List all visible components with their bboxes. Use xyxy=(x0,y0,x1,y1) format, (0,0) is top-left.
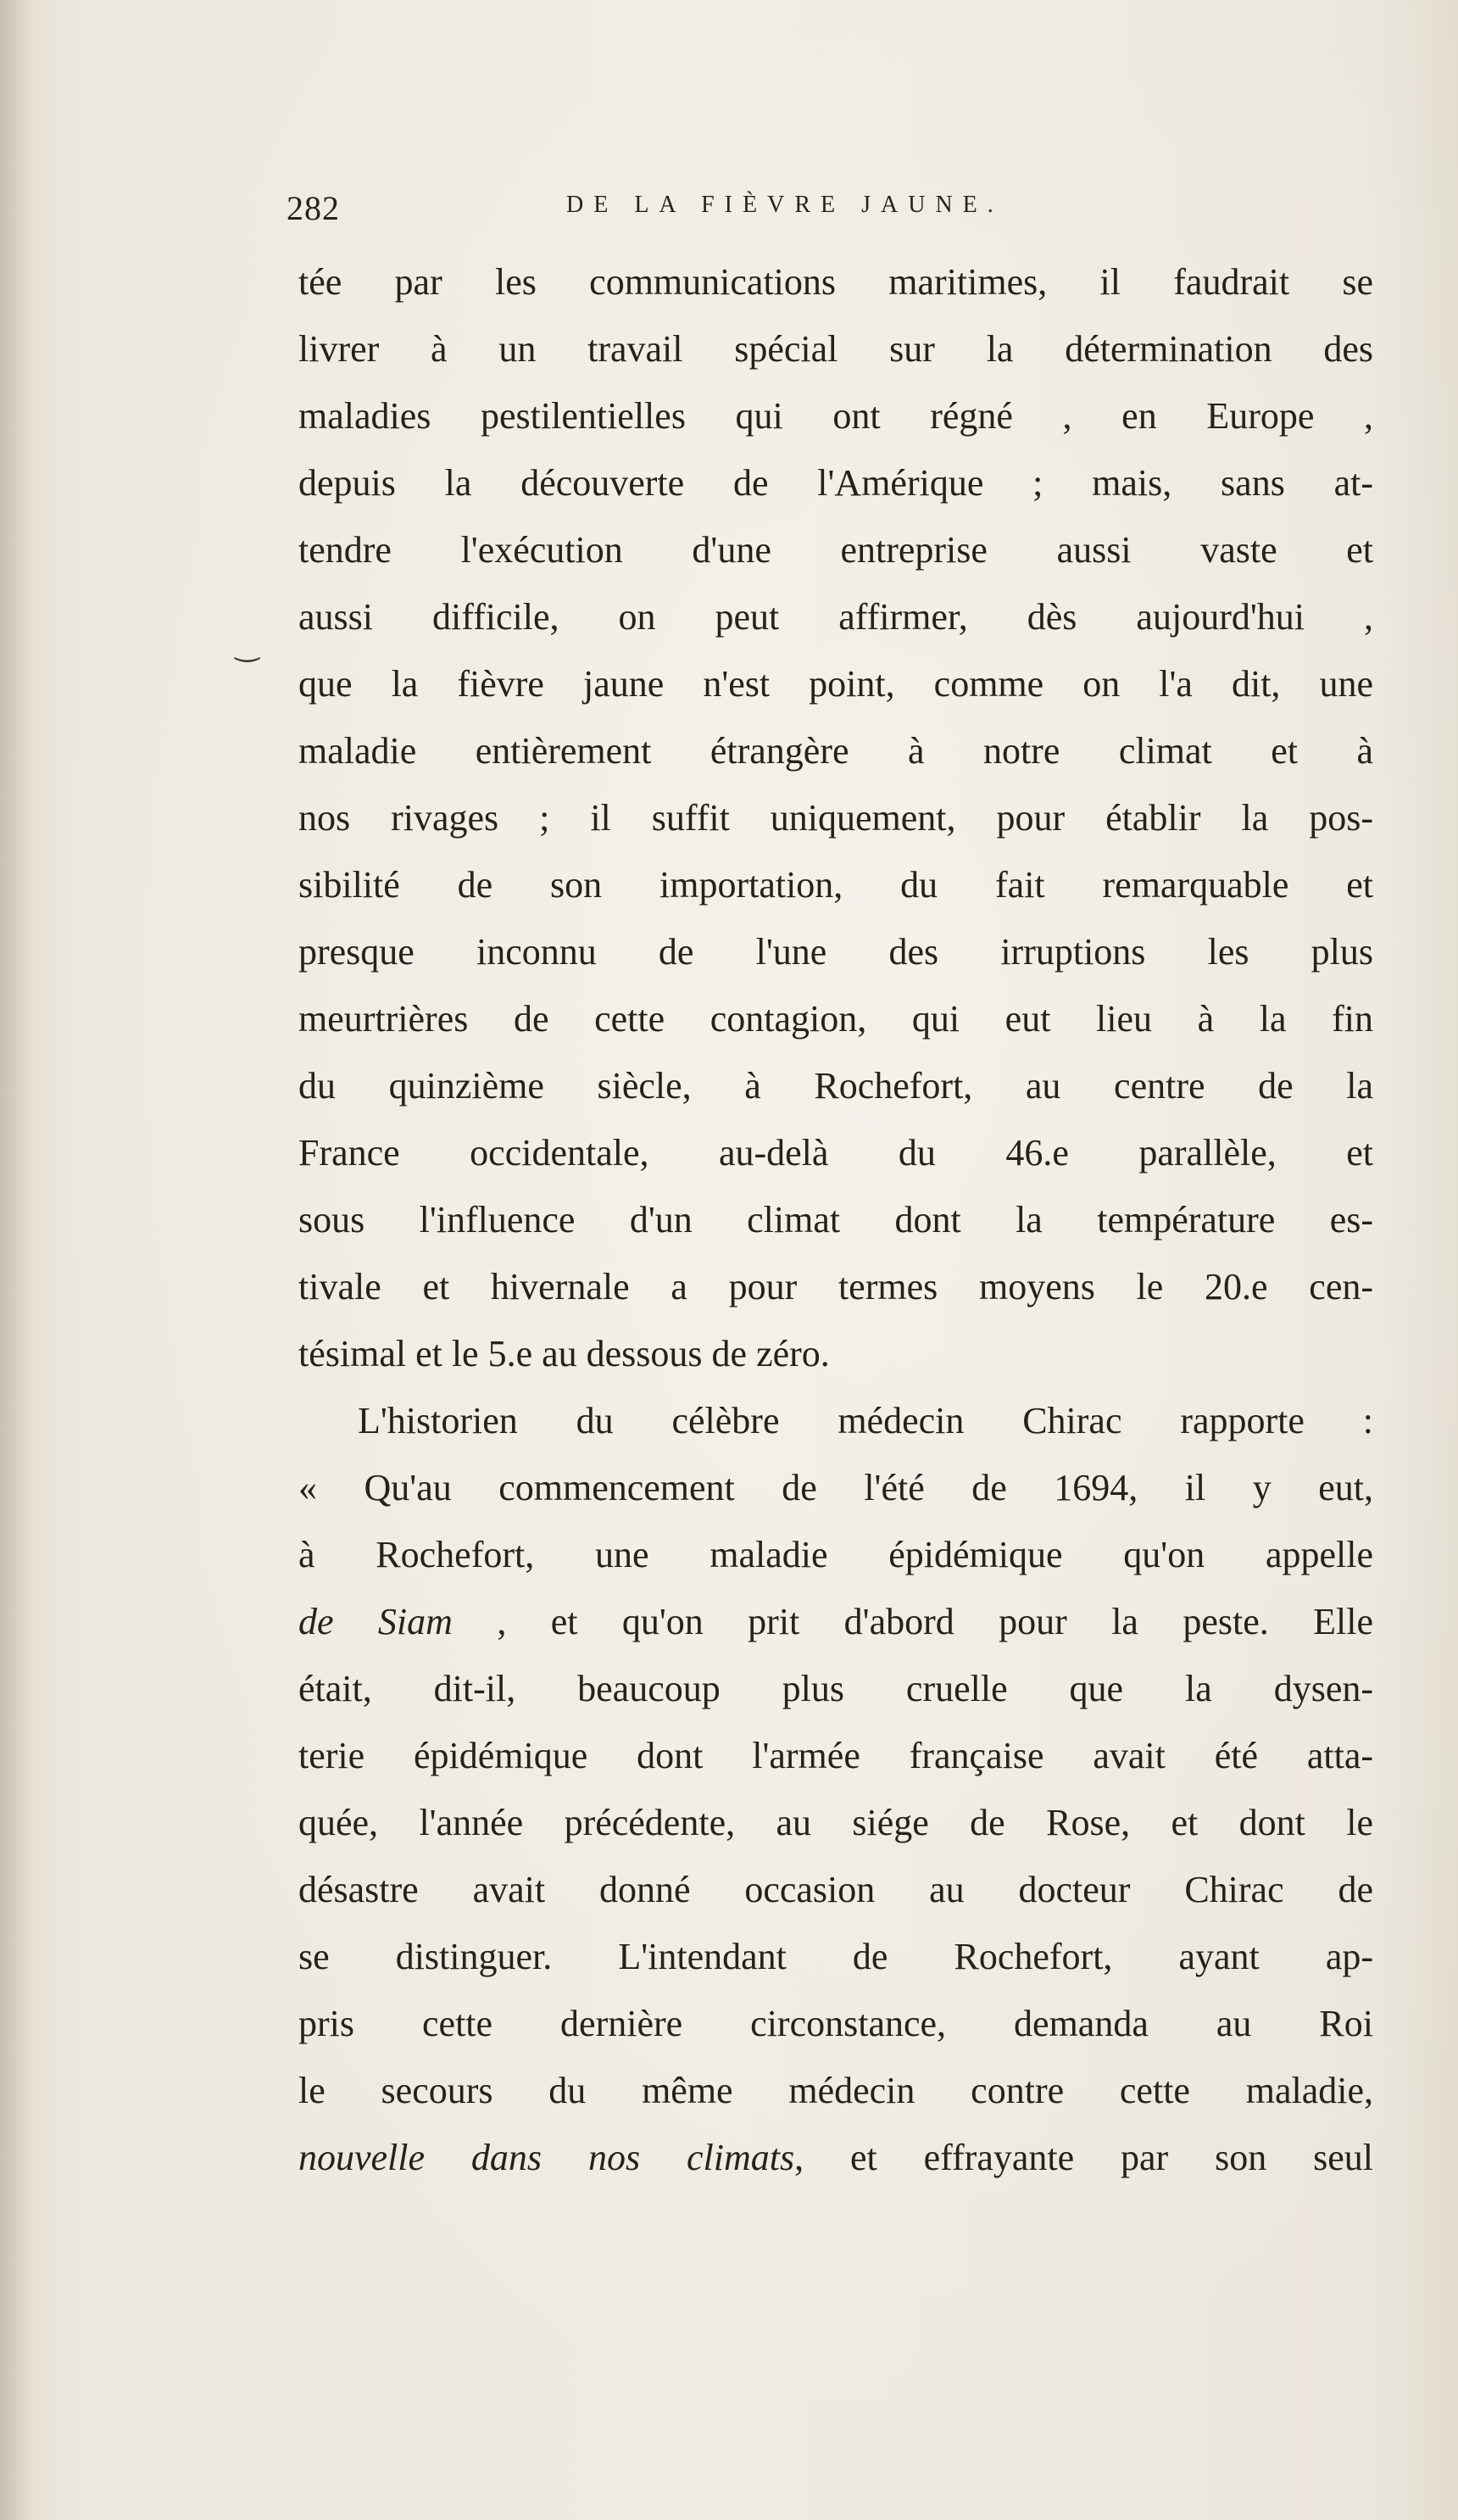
text-line: désastre avait donné occasion au docteur Chirac de xyxy=(298,1869,1373,1910)
text-line xyxy=(298,2124,1373,2191)
text-line: « Qu'au commencement de l'été de 1694, il y eut, xyxy=(298,1467,1373,1508)
text-line: se distinguer. L'intendant de Rochefort, ayant ap- xyxy=(298,1936,1373,1977)
text-line: presque inconnu de l'une des irruptions les plus xyxy=(298,931,1373,973)
gutter-shadow xyxy=(0,0,34,2520)
text-line: depuis la découverte de l'Amérique ; mais, sans at- xyxy=(298,462,1373,504)
text-line: L'historien du célèbre médecin Chirac rapporte : xyxy=(358,1400,1373,1441)
text-line: quée, l'année précédente, au siége de Rose, et dont le xyxy=(298,1802,1373,1843)
text-line: était, dit-il, beaucoup plus cruelle que la dysen- xyxy=(298,1668,1373,1709)
text-line: à Rochefort, une maladie épidémique qu'on appelle xyxy=(298,1534,1373,1575)
margin-mark: ‿ xyxy=(236,631,259,662)
body-text xyxy=(298,248,1373,2191)
text-line: tendre l'exécution d'une entreprise aussi vaste et xyxy=(298,529,1373,571)
text-line: tée par les communications maritimes, il faudrait se xyxy=(298,261,1373,303)
text-line: nos rivages ; il suffit uniquement, pour établir la pos- xyxy=(298,797,1373,839)
text-line: aussi difficile, on peut affirmer, dès aujourd'hui , xyxy=(298,596,1373,638)
text-span: , et effrayante par son seul xyxy=(794,2137,1373,2178)
text-line: terie épidémique dont l'armée française avait été atta- xyxy=(298,1735,1373,1776)
text-line: maladies pestilentielles qui ont régné , en Europe , xyxy=(298,395,1373,437)
text-line xyxy=(298,1588,1373,1655)
text-line: le secours du même médecin contre cette maladie, xyxy=(298,2070,1373,2111)
text-line: sibilité de son importation, du fait remarquable et xyxy=(298,864,1373,906)
italic-phrase: nouvelle dans nos climats xyxy=(298,2137,795,2178)
italic-phrase: de Siam xyxy=(298,1601,453,1642)
text-line: sous l'influence d'un climat dont la température es- xyxy=(298,1199,1373,1240)
running-head xyxy=(0,188,1458,227)
text-line: tésimal et le 5.e au dessous de zéro. xyxy=(298,1333,830,1374)
text-line: maladie entièrement étrangère à notre climat et à xyxy=(298,730,1373,772)
running-title: DE LA FIÈVRE JAUNE. xyxy=(566,192,1004,218)
text-line: du quinzième siècle, à Rochefort, au centre de la xyxy=(298,1065,1373,1107)
text-line: France occidentale, au-delà du 46.e parallèle, et xyxy=(298,1132,1373,1174)
text-line: livrer à un travail spécial sur la détermination des xyxy=(298,328,1373,370)
text-line: meurtrières de cette contagion, qui eut lieu à la fin xyxy=(298,998,1373,1040)
text-span: , et qu'on prit d'abord pour la peste. Elle xyxy=(452,1601,1373,1642)
text-line: que la fièvre jaune n'est point, comme on l'a dit, une xyxy=(298,663,1373,705)
text-line: tivale et hivernale a pour termes moyens le 20.e cen- xyxy=(298,1266,1373,1307)
page-number: 282 xyxy=(287,189,340,227)
text-line: pris cette dernière circonstance, demanda au Roi xyxy=(298,2003,1373,2044)
